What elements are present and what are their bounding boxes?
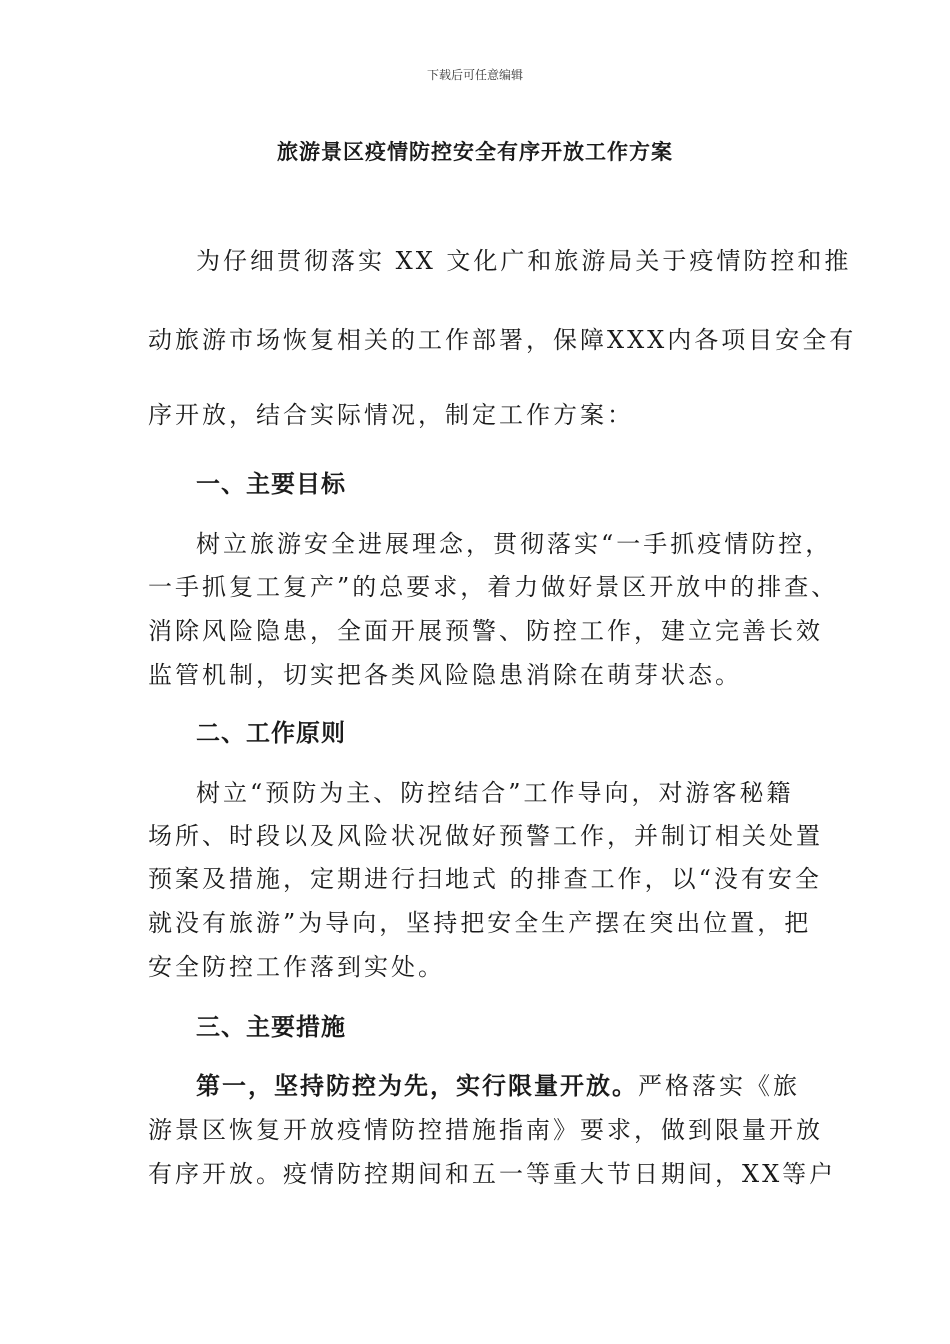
goals-line-1: 树立旅游安全进展理念，贯彻落实“一手抓疫情防控， [196,530,833,558]
section-heading-measures: 三、主要措施 [196,1013,346,1041]
principles-line-4: 就没有旅游”为导向，坚持把安全生产摆在突出位置，把 [148,909,812,937]
document-title: 旅游景区疫情防控安全有序开放工作方案 [277,139,673,164]
section-heading-principles: 二、工作原则 [196,719,346,747]
measures-line-3: 有序开放。疫情防控期间和五一等重大节日期间，XX等户 [148,1160,837,1188]
intro-line-3: 序开放，结合实际情况，制定工作方案： [148,401,634,429]
measures-first-rest: 严格落实《旅 [638,1072,800,1100]
goals-line-4: 监管机制，切实把各类风险隐患消除在萌芽状态。 [148,661,742,689]
header-note: 下载后可任意编辑 [426,68,523,82]
goals-line-3: 消除风险隐患，全面开展预警、防控工作，建立完善长效 [148,617,823,645]
measures-line-2: 游景区恢复开放疫情防控措施指南》要求，做到限量开放 [148,1116,823,1144]
measures-line-1 [196,1066,800,1101]
principles-line-5: 安全防控工作落到实处。 [148,953,445,981]
principles-line-3: 预案及措施，定期进行扫地式 的排查工作，以“没有安全 [148,865,822,893]
goals-line-2: 一手抓复工复产”的总要求，着力做好景区开放中的排查、 [148,573,839,601]
intro-line-1: 为仔细贯彻落实 XX 文化广和旅游局关于疫情防控和推 [196,247,852,275]
measures-first-bold: 第一，坚持防控为先，实行限量开放。 [196,1072,638,1100]
principles-line-2: 场所、时段以及风险状况做好预警工作，并制订相关处置 [148,822,823,850]
principles-line-1: 树立“预防为主、防控结合”工作导向，对游客秘籍 [196,779,794,807]
section-heading-goals: 一、主要目标 [196,470,346,498]
intro-line-2: 动旅游市场恢复相关的工作部署，保障XXX内各项目安全有 [148,326,857,354]
